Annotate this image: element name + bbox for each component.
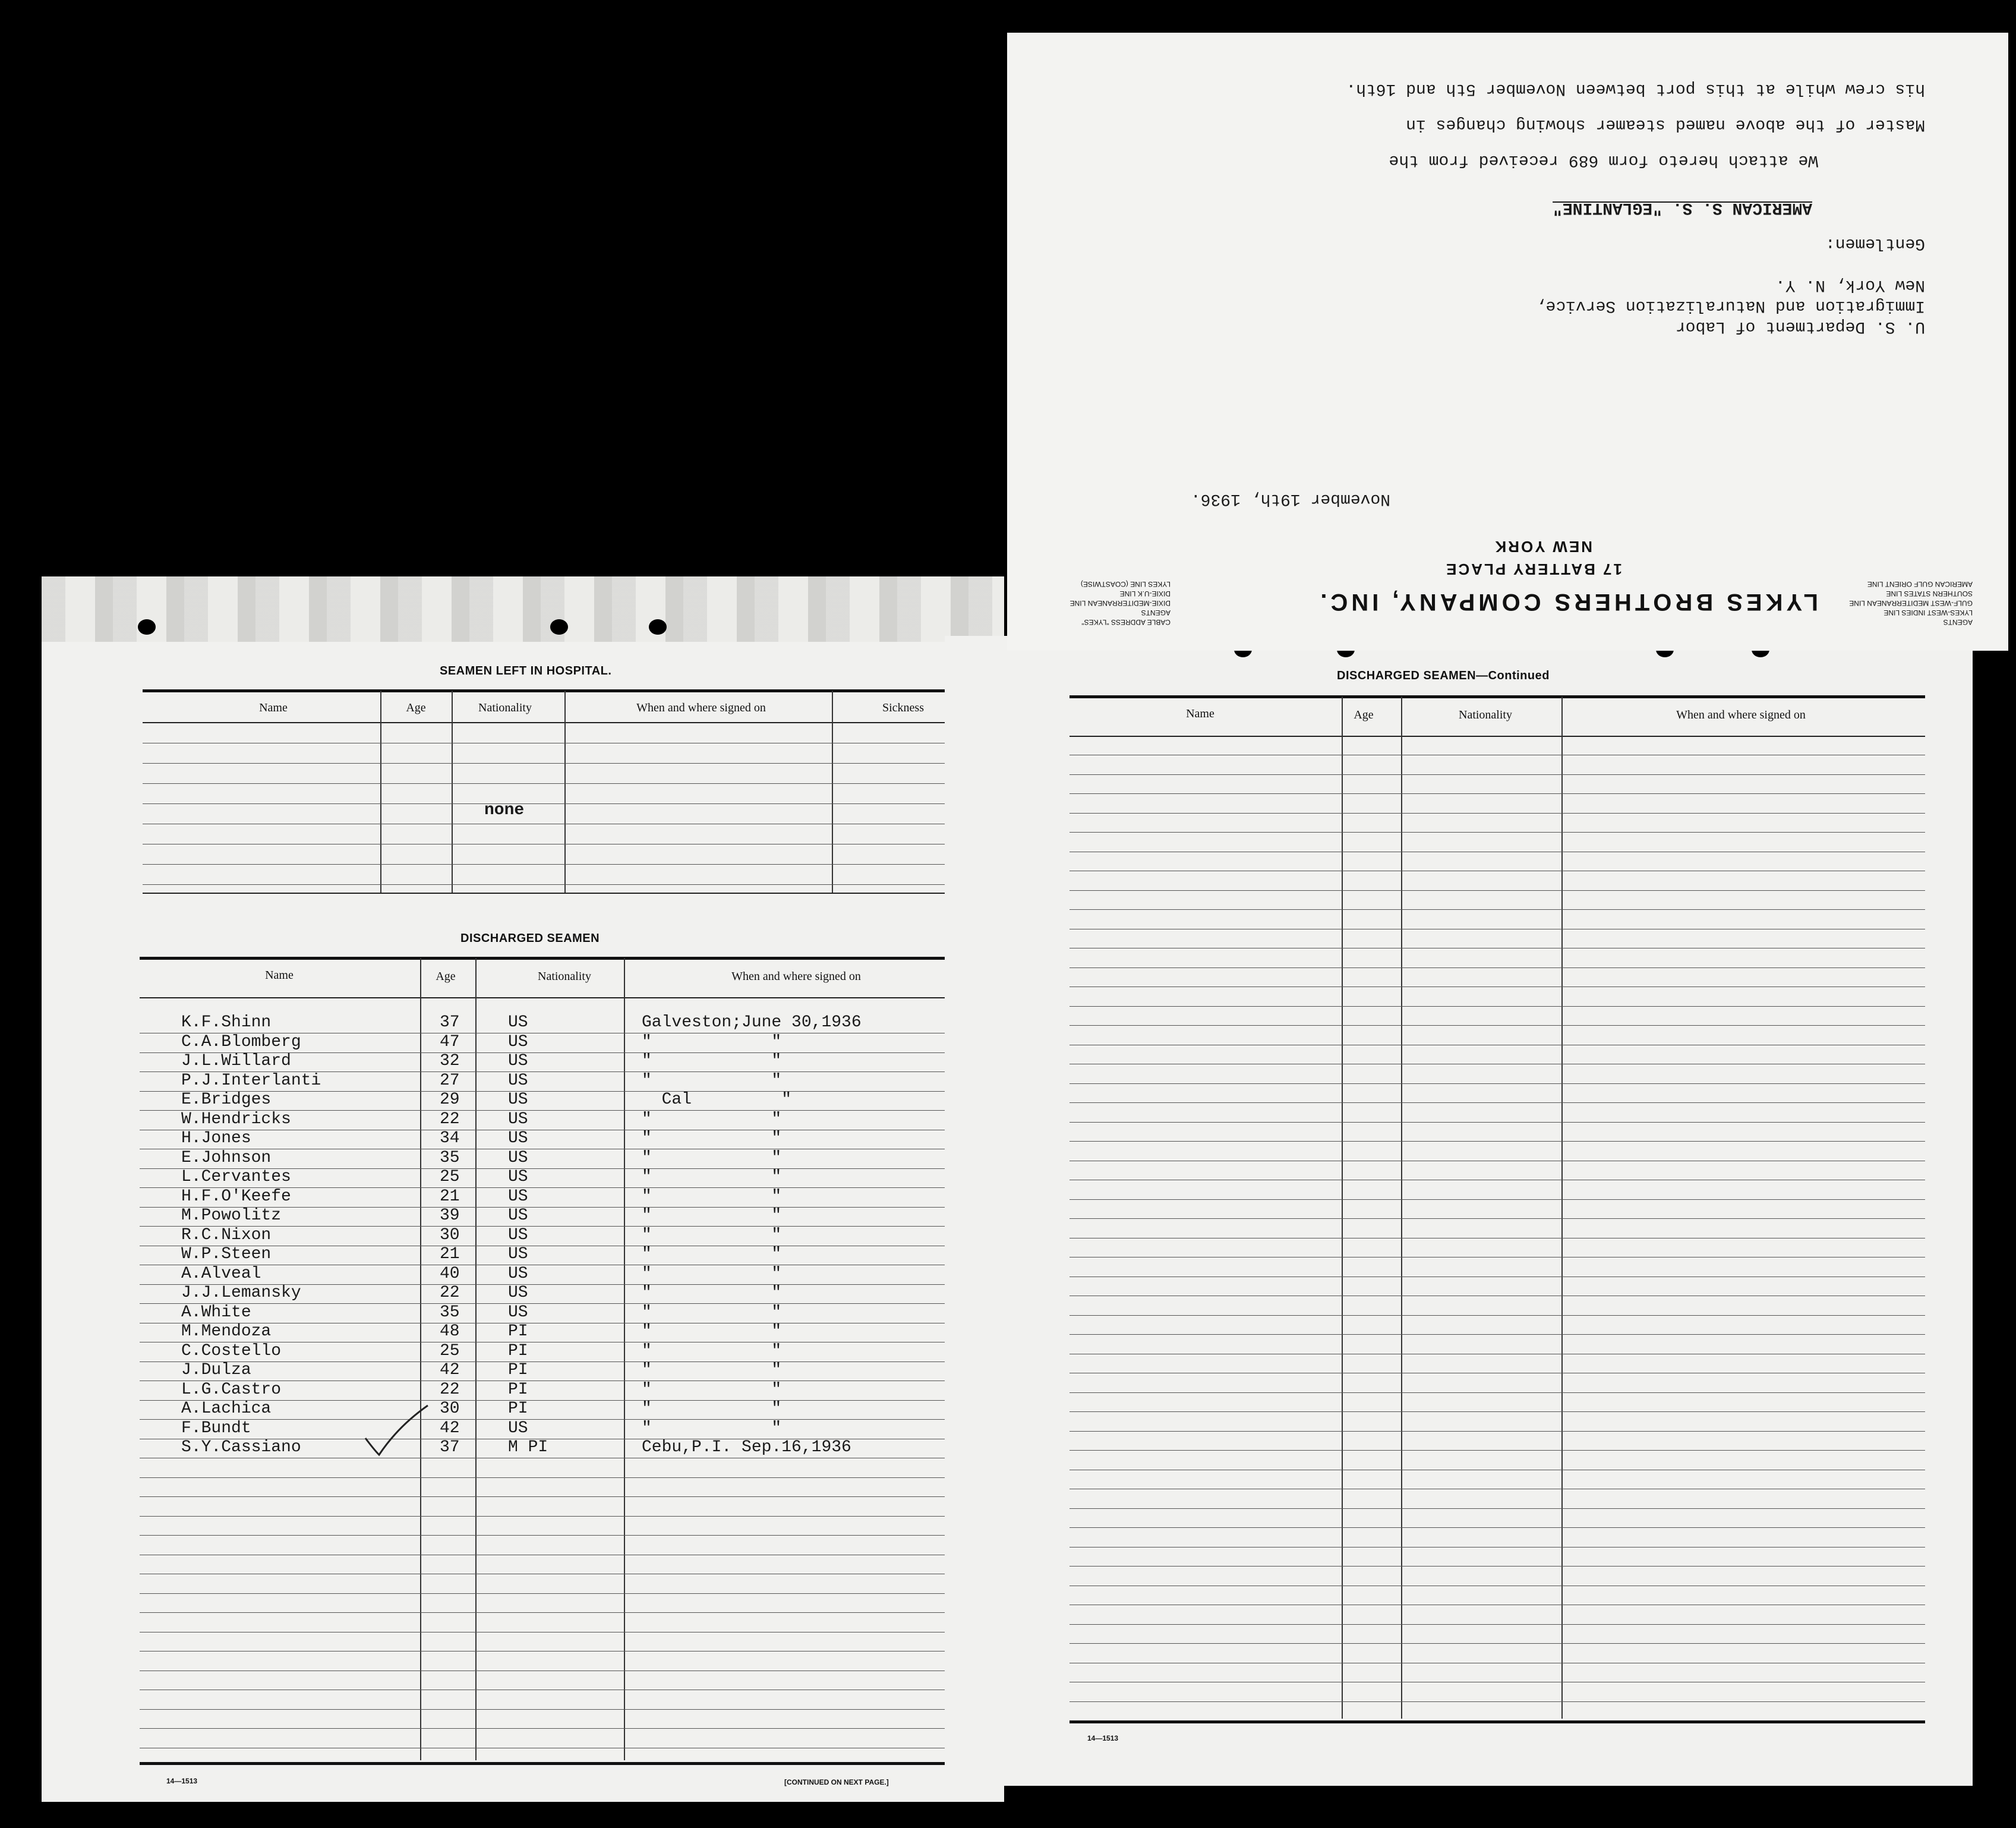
seaman-signed-on: " " bbox=[642, 1361, 782, 1379]
discharged-continued-title: DISCHARGED SEAMEN—Continued bbox=[1337, 669, 1550, 682]
right-form-page bbox=[945, 636, 1973, 1786]
ruled-line bbox=[140, 1496, 992, 1497]
seaman-name: W.P.Steen bbox=[181, 1245, 272, 1263]
rule bbox=[1069, 736, 1925, 737]
seaman-name: H.Jones bbox=[181, 1129, 251, 1148]
ruled-line bbox=[1069, 1450, 1925, 1451]
ruled-line bbox=[1069, 1218, 1925, 1219]
agents-list-left: AGENTS LYKES-WEST INDIES LINE GULF-WEST MEDITERRANEAN LINE SOUTHERN STATES LINE AMERICAN GULF ORIENT LINE bbox=[1849, 580, 1973, 626]
seaman-name: L.Cervantes bbox=[181, 1168, 291, 1186]
seaman-nationality: US bbox=[508, 1168, 528, 1186]
seaman-nationality: PI bbox=[508, 1380, 528, 1399]
col-name: Name bbox=[1186, 707, 1214, 720]
ruled-line bbox=[1069, 1315, 1925, 1316]
ruled-line bbox=[1069, 1701, 1925, 1702]
seaman-nationality: PI bbox=[508, 1400, 528, 1418]
letter-body-line: We attach hereto form 689 received from the bbox=[1389, 151, 1818, 169]
col-divider bbox=[1561, 696, 1563, 1719]
seaman-name: A.White bbox=[181, 1303, 251, 1322]
form-number: 14—1513 bbox=[1087, 1734, 1119, 1742]
ruled-line bbox=[1069, 890, 1925, 891]
col-nationality: Nationality bbox=[478, 701, 532, 714]
seaman-signed-on: " " bbox=[642, 1071, 782, 1090]
seaman-name: J.J.Lemansky bbox=[181, 1284, 301, 1302]
ruled-line bbox=[1069, 1199, 1925, 1200]
seaman-signed-on: " " bbox=[642, 1380, 782, 1399]
ruled-line bbox=[1069, 1643, 1925, 1644]
seaman-age: 37 bbox=[440, 1438, 460, 1457]
seaman-age: 35 bbox=[440, 1148, 460, 1167]
seaman-name: J.Dulza bbox=[181, 1361, 251, 1379]
seaman-age: 42 bbox=[440, 1361, 460, 1379]
col-divider bbox=[475, 958, 477, 1760]
ruled-line bbox=[1069, 1083, 1925, 1084]
seaman-age: 30 bbox=[440, 1225, 460, 1244]
ruled-line bbox=[1069, 1624, 1925, 1625]
seaman-signed-on: " " bbox=[642, 1225, 782, 1244]
ruled-line bbox=[140, 1728, 992, 1729]
punch-hole bbox=[138, 619, 156, 635]
seaman-nationality: PI bbox=[508, 1322, 528, 1341]
seaman-signed-on: " " bbox=[642, 1052, 782, 1070]
seaman-nationality: US bbox=[508, 1129, 528, 1148]
seaman-age: 27 bbox=[440, 1071, 460, 1090]
ruled-line bbox=[1069, 813, 1925, 814]
seaman-signed-on: " " bbox=[642, 1206, 782, 1225]
seaman-nationality: US bbox=[508, 1091, 528, 1109]
seaman-name: H.F.O'Keefe bbox=[181, 1187, 291, 1206]
seaman-name: A.Alveal bbox=[181, 1264, 261, 1283]
seaman-age: 22 bbox=[440, 1380, 460, 1399]
seaman-age: 22 bbox=[440, 1110, 460, 1129]
seaman-name: J.L.Willard bbox=[181, 1052, 291, 1070]
seaman-nationality: M PI bbox=[508, 1438, 548, 1457]
col-nationality: Nationality bbox=[1459, 708, 1512, 721]
seaman-nationality: US bbox=[508, 1032, 528, 1051]
seaman-nationality: US bbox=[508, 1245, 528, 1263]
ruled-line bbox=[1069, 832, 1925, 833]
ruled-line bbox=[1069, 774, 1925, 775]
ruled-line bbox=[1069, 1006, 1925, 1007]
seaman-age: 42 bbox=[440, 1419, 460, 1438]
seaman-name: M.Powolitz bbox=[181, 1206, 282, 1225]
agents-list-right: CABLE ADDRESS "LYKES" AGENTS DIXIE-MEDITERRANEAN LINE DIXIE-U.K LINE LYKES LINE (COASTWISE) bbox=[1069, 580, 1171, 626]
seaman-age: 25 bbox=[440, 1168, 460, 1186]
seaman-signed-on: " " bbox=[642, 1284, 782, 1302]
seaman-signed-on: " " bbox=[642, 1341, 782, 1360]
col-divider bbox=[452, 691, 453, 893]
left-form-page bbox=[42, 576, 1004, 1802]
seaman-age: 22 bbox=[440, 1284, 460, 1302]
ruled-line bbox=[1069, 967, 1925, 968]
seaman-name: S.Y.Cassiano bbox=[181, 1438, 301, 1457]
ruled-line bbox=[1069, 909, 1925, 910]
seaman-age: 48 bbox=[440, 1322, 460, 1341]
ruled-line bbox=[1069, 1025, 1925, 1026]
letter-date: November 19th, 1936. bbox=[1190, 490, 1390, 508]
seaman-nationality: US bbox=[508, 1419, 528, 1438]
punch-hole bbox=[649, 619, 667, 635]
ruled-line bbox=[140, 1516, 992, 1517]
seaman-signed-on: Cebu,P.I. Sep.16,1936 bbox=[642, 1438, 851, 1457]
seaman-age: 40 bbox=[440, 1264, 460, 1283]
seaman-signed-on: " " bbox=[642, 1110, 782, 1129]
ruled-line bbox=[140, 1419, 992, 1420]
addressee-line: Immigration and Naturalization Service, bbox=[1535, 297, 1925, 315]
col-divider bbox=[832, 691, 833, 893]
letter-body-line: Master of the above named steamer showing changes in bbox=[1406, 115, 1925, 134]
ruled-line bbox=[143, 884, 986, 885]
addressee-line: U. S. Department of Labor bbox=[1675, 317, 1925, 336]
seaman-name: C.A.Blomberg bbox=[181, 1032, 301, 1051]
salutation: Gentlemen: bbox=[1825, 234, 1925, 253]
addressee-line: New York, N. Y. bbox=[1775, 276, 1925, 294]
seaman-nationality: US bbox=[508, 1264, 528, 1283]
ruled-line bbox=[140, 1709, 992, 1710]
seaman-name: L.G.Castro bbox=[181, 1380, 282, 1399]
ruled-line bbox=[1069, 1411, 1925, 1412]
seaman-nationality: US bbox=[508, 1225, 528, 1244]
col-divider bbox=[380, 691, 381, 893]
seaman-name: E.Johnson bbox=[181, 1148, 272, 1167]
ruled-line bbox=[1069, 1141, 1925, 1142]
ruled-line bbox=[143, 783, 986, 784]
seaman-signed-on: " " bbox=[642, 1187, 782, 1206]
letterhead-address: 17 BATTERY PLACE bbox=[1444, 560, 1622, 578]
col-age: Age bbox=[1354, 708, 1374, 721]
col-name: Name bbox=[259, 701, 288, 714]
col-divider bbox=[1342, 696, 1343, 1719]
seaman-name: F.Bundt bbox=[181, 1419, 251, 1438]
seaman-nationality: US bbox=[508, 1013, 528, 1032]
seaman-name: E.Bridges bbox=[181, 1091, 272, 1109]
letterhead-city: NEW YORK bbox=[1493, 538, 1592, 556]
col-sickness: Sickness bbox=[882, 701, 924, 714]
seaman-nationality: PI bbox=[508, 1361, 528, 1379]
ruled-line bbox=[143, 864, 986, 865]
ruled-line bbox=[143, 803, 986, 804]
ruled-line bbox=[1069, 1431, 1925, 1432]
seaman-age: 34 bbox=[440, 1129, 460, 1148]
seaman-signed-on: " " bbox=[642, 1322, 782, 1341]
seaman-signed-on: Galveston;June 30,1936 bbox=[642, 1013, 862, 1032]
form-number: 14—1513 bbox=[166, 1777, 198, 1785]
col-age: Age bbox=[406, 701, 426, 714]
punch-hole bbox=[550, 619, 568, 635]
seaman-age: 32 bbox=[440, 1052, 460, 1070]
seaman-signed-on: " " bbox=[642, 1264, 782, 1283]
torn-top-edge bbox=[42, 576, 1004, 642]
ruled-line bbox=[1069, 1122, 1925, 1123]
seaman-age: 39 bbox=[440, 1206, 460, 1225]
col-when-where: When and where signed on bbox=[1676, 708, 1806, 721]
rule bbox=[140, 997, 992, 998]
seaman-nationality: PI bbox=[508, 1341, 528, 1360]
letter-subject: AMERICAN S. S. "EGLANTINE" bbox=[1553, 198, 1812, 217]
seaman-signed-on: " " bbox=[642, 1245, 782, 1263]
letterhead-company: LYKES BROTHERS COMPANY, INC. bbox=[1317, 589, 1818, 615]
continued-note: [CONTINUED ON NEXT PAGE.] bbox=[784, 1778, 889, 1786]
seaman-nationality: US bbox=[508, 1187, 528, 1206]
rule bbox=[143, 893, 986, 894]
col-nationality: Nationality bbox=[538, 970, 591, 983]
seaman-name: P.J.Interlanti bbox=[181, 1071, 321, 1090]
seaman-signed-on: " " bbox=[642, 1148, 782, 1167]
seaman-name: C.Costello bbox=[181, 1341, 282, 1360]
col-divider bbox=[624, 958, 625, 1760]
seaman-nationality: US bbox=[508, 1071, 528, 1090]
seaman-name: A.Lachica bbox=[181, 1400, 272, 1418]
ruled-line bbox=[1069, 1508, 1925, 1509]
col-name: Name bbox=[265, 969, 294, 982]
seaman-signed-on: " " bbox=[642, 1303, 782, 1322]
seaman-signed-on: " " bbox=[642, 1400, 782, 1418]
ruled-line bbox=[1069, 1566, 1925, 1567]
check-mark bbox=[362, 1402, 434, 1462]
seaman-signed-on: Cal " bbox=[642, 1091, 792, 1109]
ruled-line bbox=[1069, 1392, 1925, 1393]
discharged-section-title: DISCHARGED SEAMEN bbox=[460, 932, 600, 945]
ruled-line bbox=[140, 1361, 992, 1362]
col-divider bbox=[564, 691, 566, 893]
seaman-age: 21 bbox=[440, 1245, 460, 1263]
ruled-line bbox=[140, 1303, 992, 1304]
col-divider bbox=[1401, 696, 1402, 1719]
ruled-line bbox=[140, 1477, 992, 1478]
ruled-line bbox=[1069, 1547, 1925, 1548]
col-when-where: When and where signed on bbox=[636, 701, 766, 714]
hospital-section-title: SEAMEN LEFT IN HOSPITAL. bbox=[440, 664, 612, 677]
rule bbox=[140, 957, 992, 960]
col-when-where: When and where signed on bbox=[731, 970, 861, 983]
seaman-signed-on: " " bbox=[642, 1129, 782, 1148]
seaman-age: 25 bbox=[440, 1341, 460, 1360]
seaman-age: 47 bbox=[440, 1032, 460, 1051]
seaman-age: 29 bbox=[440, 1091, 460, 1109]
seaman-nationality: US bbox=[508, 1052, 528, 1070]
seaman-age: 35 bbox=[440, 1303, 460, 1322]
seaman-signed-on: " " bbox=[642, 1419, 782, 1438]
seaman-signed-on: " " bbox=[642, 1032, 782, 1051]
seaman-nationality: US bbox=[508, 1110, 528, 1129]
seaman-nationality: US bbox=[508, 1148, 528, 1167]
ruled-line bbox=[143, 763, 986, 764]
seaman-name: R.C.Nixon bbox=[181, 1225, 272, 1244]
seaman-nationality: US bbox=[508, 1303, 528, 1322]
seaman-name: M.Mendoza bbox=[181, 1322, 272, 1341]
ruled-line bbox=[1069, 1102, 1925, 1103]
col-divider bbox=[420, 958, 421, 1760]
ruled-line bbox=[1069, 1527, 1925, 1528]
letter-body-line: his crew while at this port between November 5th and 16th. bbox=[1346, 80, 1925, 98]
ruled-line bbox=[140, 1612, 992, 1613]
seaman-age: 21 bbox=[440, 1187, 460, 1206]
seaman-signed-on: " " bbox=[642, 1168, 782, 1186]
ruled-line bbox=[1069, 1334, 1925, 1335]
ruled-line bbox=[140, 1535, 992, 1536]
ruled-line bbox=[1069, 793, 1925, 794]
seaman-age: 30 bbox=[440, 1400, 460, 1418]
lykes-cover-letter bbox=[1007, 33, 2008, 651]
seaman-nationality: US bbox=[508, 1206, 528, 1225]
hospital-none-entry: none bbox=[484, 801, 525, 820]
seaman-name: K.F.Shinn bbox=[181, 1013, 272, 1032]
seaman-name: W.Hendricks bbox=[181, 1110, 291, 1129]
ruled-line bbox=[140, 1593, 992, 1594]
seaman-nationality: US bbox=[508, 1284, 528, 1302]
rule bbox=[1069, 1720, 1925, 1723]
rule bbox=[140, 1762, 992, 1765]
col-age: Age bbox=[436, 970, 456, 983]
rule bbox=[1069, 695, 1925, 698]
seaman-age: 37 bbox=[440, 1013, 460, 1032]
